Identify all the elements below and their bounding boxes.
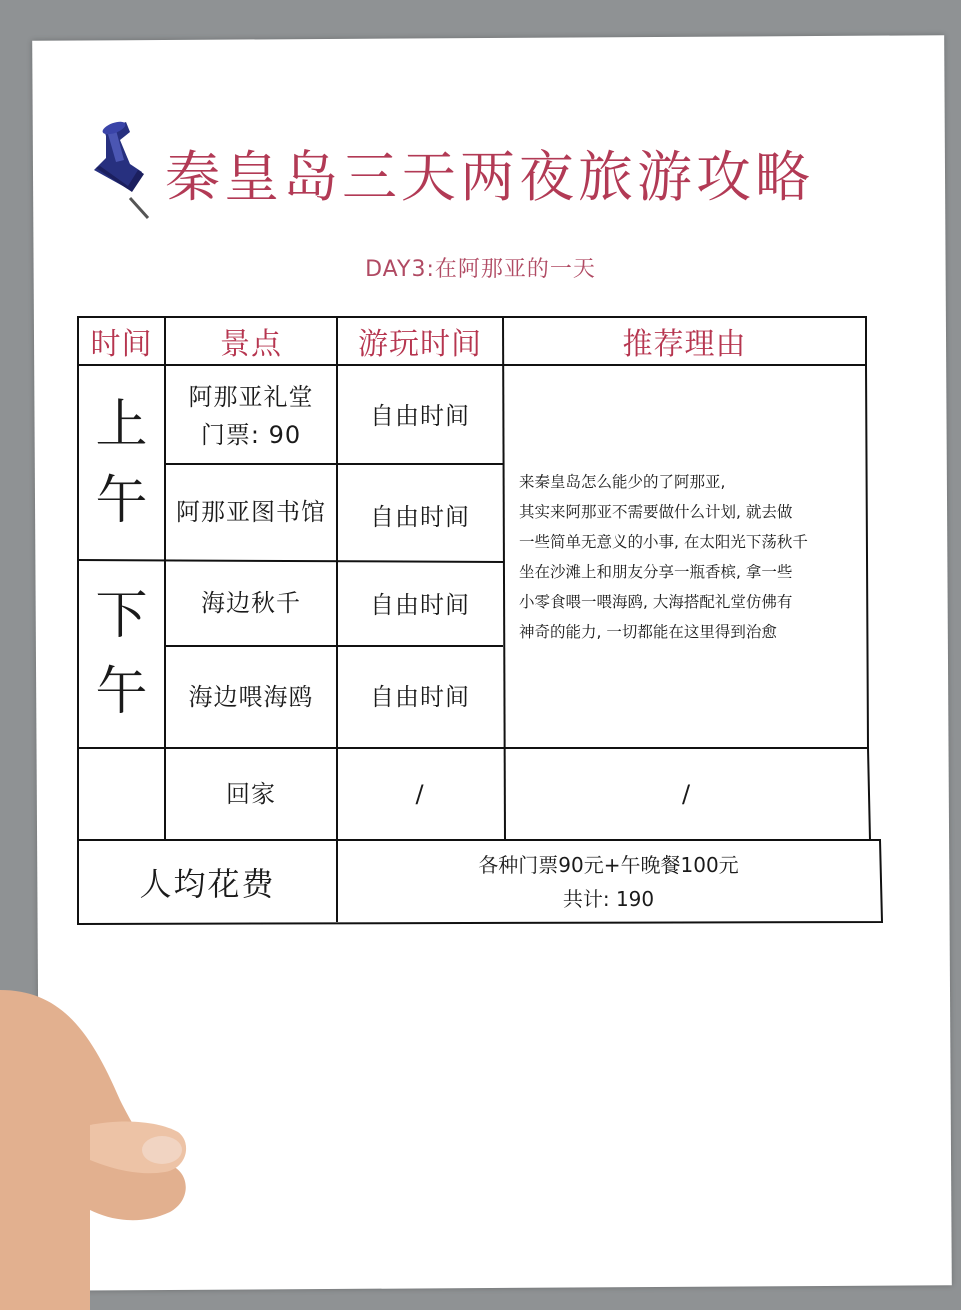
period-afternoon: 下 午 — [95, 586, 148, 722]
page-subtitle: DAY3:在阿那亚的一天 — [365, 257, 596, 282]
spot-cell: 阿那亚图书馆 — [176, 498, 326, 526]
reason-line: 来秦皇岛怎么能少的了阿那亚, — [519, 472, 726, 491]
hand-image — [0, 950, 200, 1310]
cost-total: 共计: 190 — [562, 887, 655, 911]
period-morning: 上 午 — [95, 394, 148, 531]
ticket-price: 门票: 90 — [200, 420, 302, 449]
reason-cell: / — [681, 780, 692, 808]
duration-cell: 自由时间 — [370, 503, 470, 531]
header-duration: 游玩时间 — [358, 327, 482, 362]
duration-cell: 自由时间 — [370, 683, 470, 711]
reason-line: 坐在沙滩上和朋友分享一瓶香槟, 拿一些 — [519, 562, 793, 581]
header-reason: 推荐理由 — [622, 327, 747, 362]
header-spot: 景点 — [220, 327, 282, 362]
duration-cell: / — [415, 780, 425, 808]
cost-value — [337, 840, 880, 924]
spot-cell — [165, 367, 337, 464]
cost-label: 人均花费 — [139, 865, 276, 903]
page-title: 秦皇岛三天两夜旅游攻略 — [165, 145, 815, 209]
header-time: 时间 — [90, 327, 153, 362]
spot-name: 阿那亚礼堂 — [188, 382, 314, 411]
reason-line: 神奇的能力, 一切都能在这里得到治愈 — [519, 622, 777, 641]
reason-line: 其实来阿那亚不需要做什么计划, 就去做 — [519, 502, 793, 521]
reason-line: 小零食喂一喂海鸥, 大海搭配礼堂仿佛有 — [519, 592, 793, 611]
duration-cell: 自由时间 — [370, 401, 470, 430]
cost-breakdown: 各种门票90元+午晚餐100元 — [478, 853, 739, 877]
spot-cell: 海边秋千 — [201, 589, 301, 617]
reason-line: 一些简单无意义的小事, 在太阳光下荡秋千 — [519, 532, 808, 551]
spot-cell: 回家 — [226, 780, 276, 808]
spot-cell: 海边喂海鸥 — [188, 683, 314, 711]
duration-cell: 自由时间 — [370, 591, 470, 619]
reason-text — [505, 365, 866, 748]
